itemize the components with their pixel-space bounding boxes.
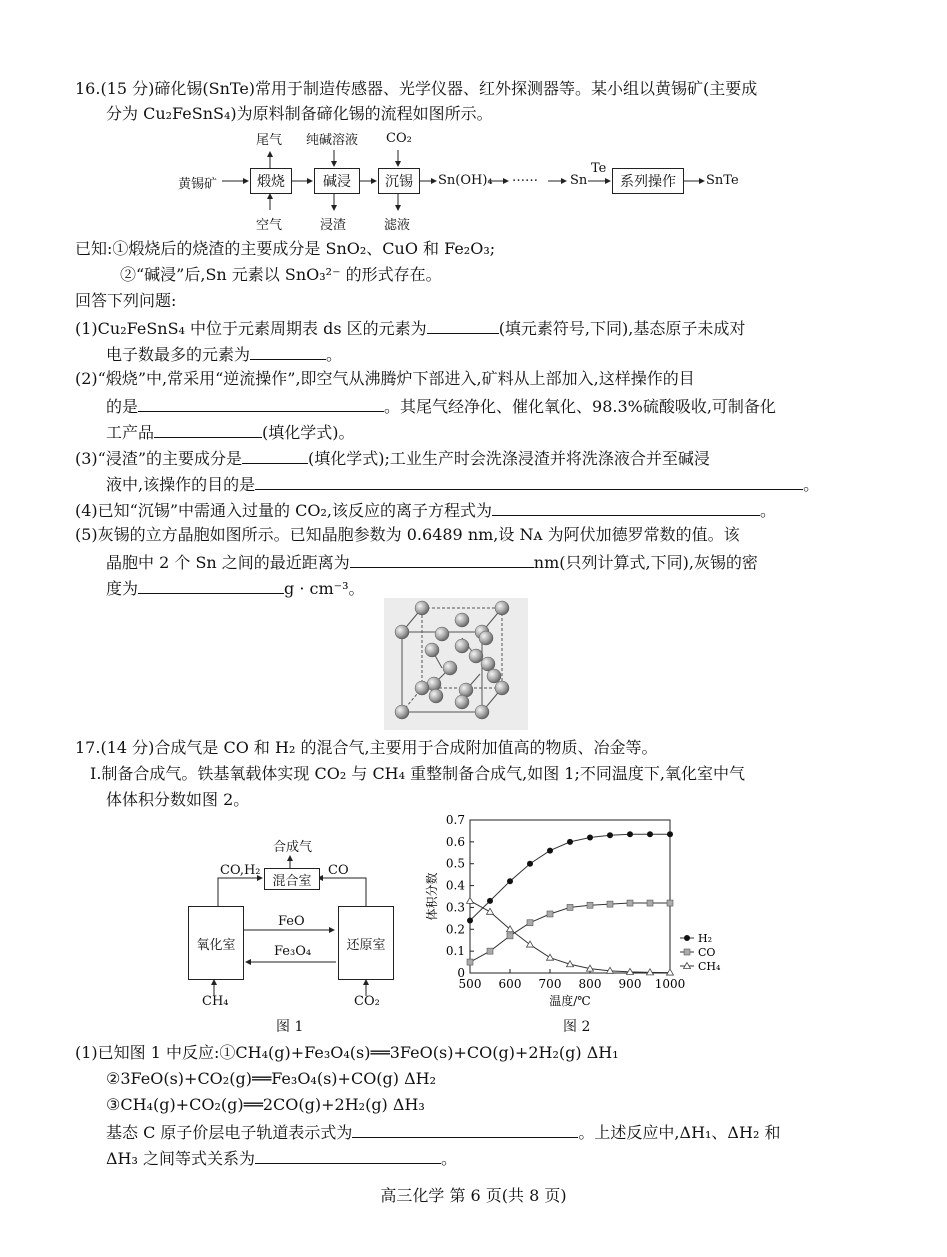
- q17-q1d: 。: [441, 1149, 458, 1168]
- q16-p3d: 。: [803, 475, 820, 494]
- flow-te: Te: [591, 161, 607, 176]
- blank-ds-elements[interactable]: [427, 317, 499, 334]
- q16-p4a: (4)已知“沉锡”中需通入过量的 CO₂,该反应的离子方程式为: [75, 501, 492, 520]
- blank-unpaired-element[interactable]: [250, 343, 326, 360]
- legend-label: CH₄: [698, 960, 721, 973]
- data-point-1: [507, 878, 513, 884]
- reaction-2: ②3FeO(s)+CO₂(g)══Fe₃O₄(s)+CO(g) ΔH₂: [106, 1069, 437, 1088]
- page-footer: 高三化学 第 6 页(共 8 页): [380, 1186, 567, 1205]
- q16-p1a: (1)Cu₂FeSnS₄ 中位于元素周期表 ds 区的元素为: [75, 319, 427, 338]
- crystal-cell-figure: [384, 598, 528, 730]
- q16-p2d: 工产品: [106, 423, 155, 442]
- data-point-1: [607, 832, 613, 838]
- q16-p5d: 度为: [106, 579, 139, 598]
- flow-box-precipitate: 沉锡: [378, 168, 420, 194]
- blank-orbital-diagram[interactable]: [352, 1121, 578, 1138]
- q16-p3b: (填化学式);工业生产时会洗涤浸渣并将洗涤液合并至碱浸: [308, 449, 710, 468]
- x-tick-label: 1000: [654, 977, 686, 991]
- blank-countercurrent-purpose[interactable]: [138, 395, 384, 412]
- reaction-3: ③CH₄(g)+CO₂(g)══2CO(g)+2H₂(g) ΔH₃: [106, 1095, 425, 1114]
- q17-q1c: ΔH₃ 之间等式关系为: [106, 1149, 256, 1168]
- legend-label: H₂: [698, 932, 713, 945]
- q17-part1-line1: [106, 1121, 780, 1143]
- x-tick-label: 900: [618, 977, 642, 991]
- fig1-right-inflow: CO: [328, 863, 349, 878]
- legend-marker: [684, 949, 690, 955]
- flow-bottom2: 浸渣: [320, 218, 347, 233]
- figure-2-chart: [418, 810, 721, 1022]
- legend-marker: [684, 935, 690, 941]
- q16-header-line2: 分为 Cu₂FeSnS₄)为原料制备碲化锡的流程如图所示。: [106, 104, 493, 123]
- flow-sn-oh4: Sn(OH)₄: [438, 173, 493, 188]
- q16-p5e: g · cm⁻³。: [284, 579, 365, 598]
- flow-bottom1: 空气: [256, 218, 283, 233]
- data-point-1: [627, 831, 633, 837]
- y-tick-label: 0: [457, 966, 465, 980]
- data-point-1: [547, 848, 553, 854]
- q16-p2b: 的是: [106, 397, 139, 416]
- y-tick-label: 0.2: [445, 922, 465, 937]
- flow-end: SnTe: [706, 173, 739, 188]
- y-tick-label: 0.5: [445, 856, 465, 871]
- q16-p5a: (5)灰锡的立方晶胞如图所示。已知晶胞参数为 0.6489 nm,设 Nᴀ 为阿伏加德罗常数的值。该: [75, 525, 740, 544]
- data-point-1: [467, 918, 473, 924]
- known-1: 已知:①煅烧后的烧渣的主要成分是 SnO₂、CuO 和 Fe₂O₃;: [75, 239, 496, 258]
- data-point-2: [647, 900, 653, 906]
- series-line-2: [470, 903, 670, 962]
- blank-enthalpy-relation[interactable]: [255, 1147, 441, 1164]
- q16-p1c: 电子数最多的元素为: [106, 345, 251, 364]
- blank-chemical-product[interactable]: [154, 421, 262, 438]
- data-point-1: [527, 861, 533, 867]
- flow-top2: 纯碱溶液: [306, 133, 359, 148]
- reaction-1: (1)已知图 1 中反应:①CH₄(g)+Fe₃O₄(s)══3FeO(s)+CO(g)+2H₂(g) ΔH₁: [75, 1043, 619, 1062]
- data-point-2: [547, 911, 553, 917]
- fig1-caption: 图 1: [276, 1019, 304, 1035]
- flow-dots: ……: [512, 170, 538, 185]
- fig2-caption: 图 2: [563, 1019, 591, 1035]
- x-tick-label: 600: [498, 977, 522, 991]
- known-2: ②“碱浸”后,Sn 元素以 SnO₃²⁻ 的形式存在。: [120, 265, 442, 284]
- data-point-2: [607, 901, 613, 907]
- q17-q1a: 基态 C 原子价层电子轨道表示式为: [106, 1123, 353, 1142]
- data-point-2: [467, 959, 473, 965]
- blank-sn-distance[interactable]: [350, 551, 534, 568]
- y-tick-label: 0.1: [445, 944, 465, 959]
- fig1-top-label: 合成气: [273, 840, 313, 855]
- q16-p5c: nm(只列计算式,下同),灰锡的密: [533, 553, 758, 572]
- data-point-1: [587, 834, 593, 840]
- q16-p2c: 。其尾气经净化、催化氧化、98.3%硫酸吸收,可制备化: [384, 397, 776, 416]
- data-point-2: [667, 900, 673, 906]
- data-point-1: [567, 839, 573, 845]
- q16-p4b: 。: [759, 501, 776, 520]
- data-point-3: [527, 941, 534, 947]
- flow-sn: Sn: [570, 173, 588, 188]
- blank-washing-purpose[interactable]: [255, 473, 803, 490]
- data-point-2: [527, 920, 533, 926]
- y-tick-label: 0.7: [445, 813, 465, 827]
- data-point-3: [487, 908, 494, 914]
- flow-top1: 尾气: [256, 133, 283, 148]
- figure-1: [170, 832, 410, 1010]
- legend-label: CO: [698, 946, 716, 959]
- fig1-mixing-chamber: 混合室: [264, 868, 320, 890]
- q16-part5-line2: [106, 551, 758, 573]
- q17-part1-intro2: 体体积分数如图 2。: [106, 790, 250, 809]
- flow-box-roast: 煅烧: [250, 168, 292, 194]
- x-tick-label: 700: [538, 977, 562, 991]
- q16-p5b: 晶胞中 2 个 Sn 之间的最近距离为: [106, 553, 350, 572]
- fig1-ch4-label: CH₄: [202, 994, 229, 1009]
- flow-diagram: [170, 126, 770, 236]
- answer-prompt: 回答下列问题:: [75, 291, 177, 310]
- data-point-2: [627, 900, 633, 906]
- x-tick-label: 800: [578, 977, 602, 991]
- y-tick-label: 0.4: [445, 878, 465, 893]
- data-point-2: [487, 948, 493, 954]
- y-tick-label: 0.3: [445, 900, 465, 915]
- blank-density[interactable]: [138, 577, 284, 594]
- q16-part5-line3: [106, 577, 365, 599]
- flow-box-series-ops: 系列操作: [612, 168, 684, 194]
- fig1-feo-label: FeO: [278, 914, 305, 929]
- flow-bottom3: 滤液: [384, 218, 411, 233]
- data-point-2: [587, 902, 593, 908]
- data-point-3: [467, 897, 474, 903]
- data-point-2: [507, 933, 513, 939]
- q16-p2e: (填化学式)。: [262, 423, 355, 442]
- q16-part4: [75, 499, 776, 521]
- y-axis-label: 体积分数: [425, 872, 439, 921]
- q16-part2-line3: [106, 421, 355, 443]
- q16-header: 16.(15 分)碲化锡(SnTe)常用于制造传感器、光学仪器、红外探测器等。某小组以黄锡矿(主要成: [75, 79, 758, 98]
- q17-header: 17.(14 分)合成气是 CO 和 H₂ 的混合气,主要用于合成附加值高的物质、冶金等。: [75, 738, 658, 757]
- q17-part1-intro: Ⅰ.制备合成气。铁基氧载体实现 CO₂ 与 CH₄ 重整制备合成气,如图 1;不同温度下,氧化室中气: [90, 764, 745, 783]
- data-point-1: [667, 831, 673, 837]
- q16-part3-line2: [106, 473, 819, 495]
- data-point-3: [547, 954, 554, 960]
- blank-ionic-equation[interactable]: [492, 499, 760, 516]
- q16-p2a: (2)“煅烧”中,常采用“逆流操作”,即空气从沸腾炉下部进入,矿料从上部加入,这样操作的目: [75, 369, 695, 388]
- q16-p1b: (填元素符号,下同),基态原子未成对: [498, 319, 746, 338]
- q16-p1d: 。: [326, 345, 343, 364]
- data-point-2: [567, 904, 573, 910]
- data-point-1: [487, 898, 493, 904]
- x-axis-label: 温度/℃: [549, 994, 591, 1008]
- fig1-oxidation-chamber: 氧化室: [188, 906, 244, 980]
- q16-part1-line1: [75, 317, 745, 339]
- fig1-fe3o4-label: Fe₃O₄: [274, 944, 312, 959]
- flow-start: 黄锡矿: [178, 177, 218, 192]
- y-tick-label: 0.6: [445, 834, 465, 849]
- q17-q1b: 。上述反应中,ΔH₁、ΔH₂ 和: [578, 1123, 781, 1142]
- fig1-co2-label: CO₂: [354, 994, 380, 1009]
- q17-part1-line2: [106, 1147, 457, 1169]
- fig1-reduction-chamber: 还原室: [338, 906, 394, 980]
- flow-box-alkali-leach: 碱浸: [314, 168, 360, 194]
- data-point-1: [647, 831, 653, 837]
- q16-part3-line1: [75, 447, 710, 469]
- q16-p3a: (3)“浸渣”的主要成分是: [75, 449, 243, 468]
- q16-p3c: 液中,该操作的目的是: [106, 475, 256, 494]
- fig1-left-inflow: CO,H₂: [220, 863, 261, 878]
- blank-residue-formula[interactable]: [242, 447, 308, 464]
- x-tick-label: 500: [458, 977, 482, 991]
- q16-part1-line2: [106, 343, 342, 365]
- q16-part2-line2: [106, 395, 776, 417]
- flow-top3: CO₂: [386, 131, 412, 146]
